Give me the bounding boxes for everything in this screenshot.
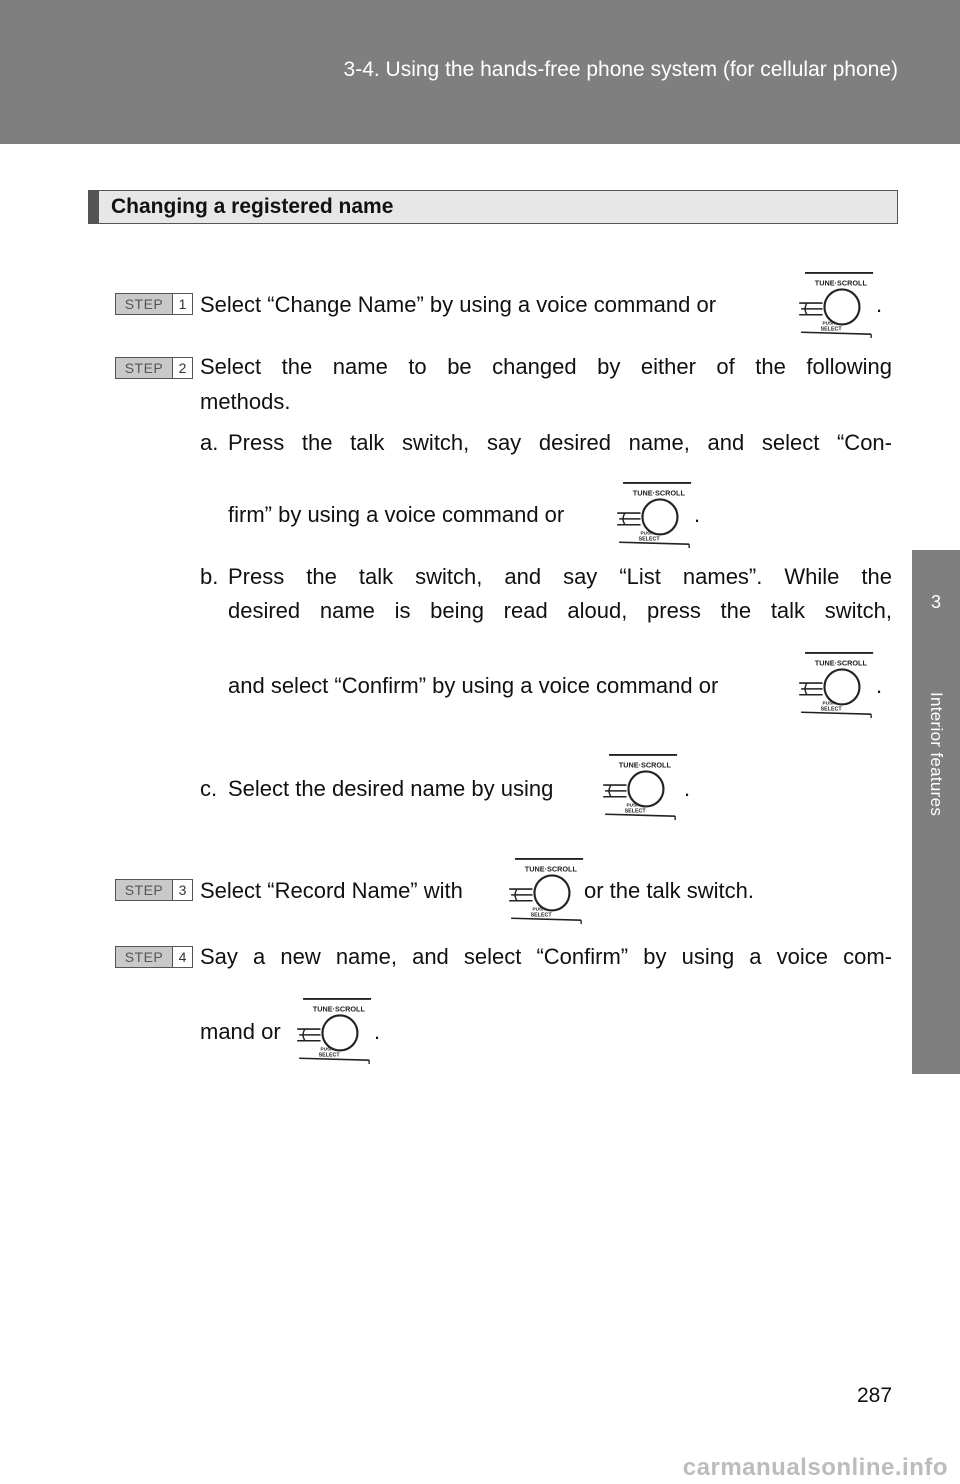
step-label: STEP (116, 294, 172, 314)
step-2-text-line2: methods. (200, 389, 291, 414)
header-title: 3-4. Using the hands-free phone system (for cellular phone) (343, 58, 898, 81)
method-c-label: c. (200, 776, 218, 801)
step-label: STEP (116, 947, 172, 967)
step-label: STEP (116, 880, 172, 900)
step-4-badge (115, 946, 193, 968)
step-3-text: Select “Record Name” with (200, 878, 463, 903)
step-4-text-line2: mand or (200, 1019, 281, 1044)
step-4-text-line1: Say a new name, and select “Confirm” by using a voice com- (200, 944, 892, 969)
chapter-label: Interior features (927, 691, 946, 817)
section-heading (88, 190, 898, 224)
method-b-line3: and select “Confirm” by using a voice command or (228, 673, 719, 698)
tune-scroll-knob-icon (506, 856, 596, 926)
method-c-line1: Select the desired name by using (228, 776, 554, 801)
step-4-tail: . (374, 1019, 381, 1044)
method-b-line2: desired name is being read aloud, press the talk switch, (228, 598, 892, 623)
method-b-line1: Press the talk switch, and say “List names”. While the (228, 564, 892, 589)
heading-bar (89, 191, 99, 223)
tune-scroll-knob-icon (796, 270, 886, 340)
step-number: 1 (172, 294, 192, 314)
step-label: STEP (116, 358, 172, 378)
step-1-tail: . (876, 292, 883, 317)
step-3-tail: or the talk switch. (584, 878, 754, 903)
method-a-line1: Press the talk switch, say desired name, and select “Con- (228, 430, 892, 455)
method-b-tail: . (876, 673, 883, 698)
page-number: 287 (857, 1384, 893, 1407)
step-2-text-line1: Select the name to be changed by either of the following (200, 354, 892, 379)
chapter-label-tab (912, 654, 960, 1074)
step-2-badge (115, 357, 193, 379)
tune-scroll-knob-icon (796, 650, 886, 720)
step-3-badge (115, 879, 193, 901)
step-number: 4 (172, 947, 192, 967)
method-a-tail: . (694, 502, 701, 527)
method-a-line2: firm” by using a voice command or (228, 502, 565, 527)
method-a-label: a. (200, 430, 219, 455)
tune-scroll-knob-icon (294, 996, 384, 1066)
method-b-label: b. (200, 564, 219, 589)
step-number: 2 (172, 358, 192, 378)
page-header (0, 0, 960, 144)
step-number: 3 (172, 880, 192, 900)
step-1-badge (115, 293, 193, 315)
tune-scroll-knob-icon (600, 752, 690, 822)
tune-scroll-knob-icon (614, 480, 704, 550)
watermark: carmanualsonline.info (682, 1454, 948, 1481)
chapter-number-tab: 3 (912, 550, 960, 654)
section-heading-text: Changing a registered name (111, 195, 394, 218)
method-c-tail: . (684, 776, 691, 801)
step-1-text: Select “Change Name” by using a voice command or (200, 292, 717, 317)
